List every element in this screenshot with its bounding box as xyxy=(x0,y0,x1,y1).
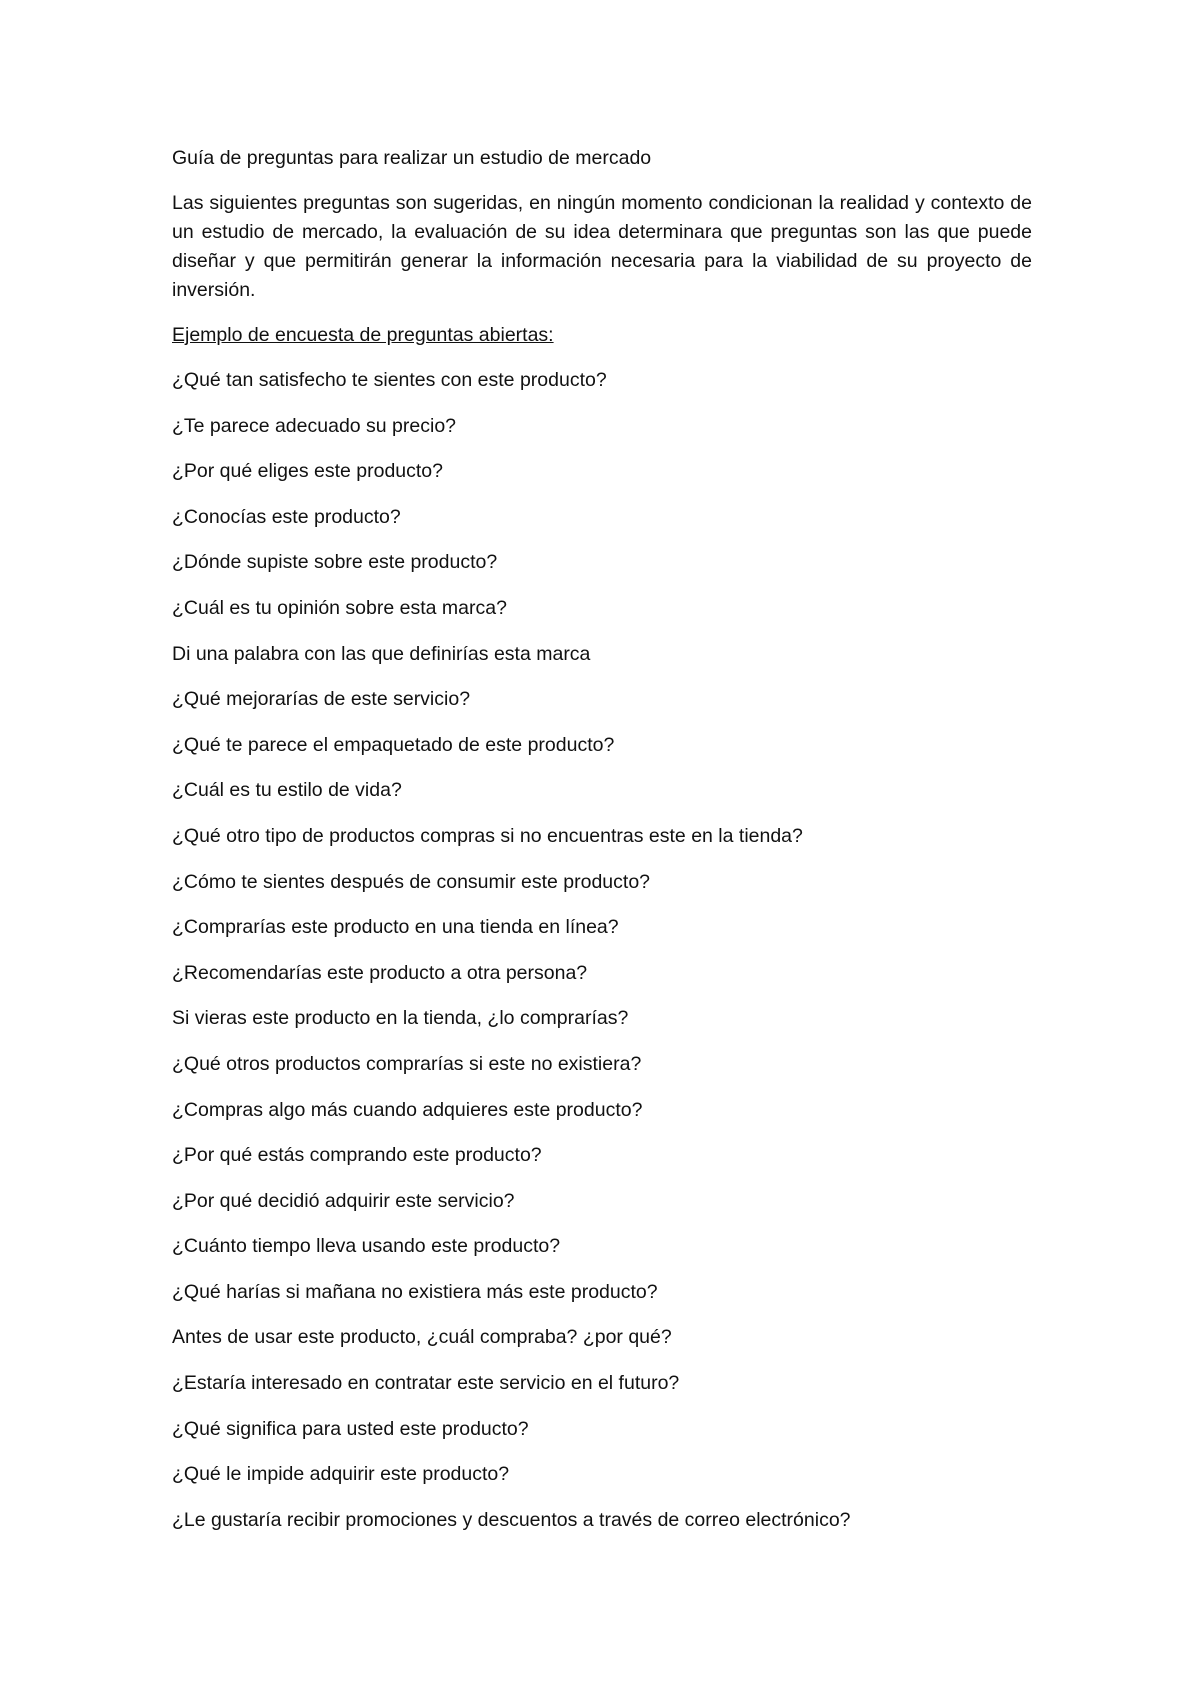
question-item: ¿Qué tan satisfecho te sientes con este producto? xyxy=(172,369,607,391)
question-item: ¿Estaría interesado en contratar este servicio en el futuro? xyxy=(172,1372,680,1395)
question-item: ¿Cómo te sientes después de consumir este producto? xyxy=(172,870,651,893)
question-item: ¿Recomendarías este producto a otra persona? xyxy=(172,961,588,984)
section-heading: Ejemplo de encuesta de preguntas abiertas: xyxy=(172,324,554,346)
question-item: ¿Qué te parece el empaquetado de este producto? xyxy=(172,733,615,756)
question-item: Antes de usar este producto, ¿cuál compraba? ¿por qué? xyxy=(172,1326,672,1349)
question-item: ¿Le gustaría recibir promociones y descuentos a través de correo electrónico? xyxy=(172,1508,851,1531)
question-item: ¿Cuál es tu estilo de vida? xyxy=(172,779,402,802)
question-item: Di una palabra con las que definirías esta marca xyxy=(172,642,591,665)
question-list xyxy=(172,366,1032,1551)
question-item: ¿Qué le impide adquirir este producto? xyxy=(172,1463,510,1486)
intro-paragraph: Las siguientes preguntas son sugeridas, en ningún momento condicionan la realidad y contexto de un estudio de mercado, la evaluación de su idea determinara que preguntas son las que puede diseñar y que permitirán generar la información necesaria para la viabilidad de su proyecto de inversión. xyxy=(172,192,1032,301)
question-item: ¿Por qué decidió adquirir este servicio? xyxy=(172,1189,515,1212)
question-item: ¿Cuál es tu opinión sobre esta marca? xyxy=(172,596,507,619)
document-body xyxy=(172,144,1032,1551)
question-item: ¿Qué mejorarías de este servicio? xyxy=(172,688,471,711)
question-item: ¿Conocías este producto? xyxy=(172,505,401,528)
question-item: ¿Dónde supiste sobre este producto? xyxy=(172,551,498,574)
question-item: ¿Cuánto tiempo lleva usando este producto? xyxy=(172,1235,561,1258)
question-item: ¿Qué otros productos comprarías si este no existiera? xyxy=(172,1052,642,1075)
question-item: ¿Compras algo más cuando adquieres este producto? xyxy=(172,1098,643,1121)
question-item: ¿Qué significa para usted este producto? xyxy=(172,1417,529,1440)
document-title: Guía de preguntas para realizar un estudio de mercado xyxy=(172,147,652,169)
question-item: ¿Por qué eliges este producto? xyxy=(172,460,444,483)
question-item: ¿Por qué estás comprando este producto? xyxy=(172,1144,542,1167)
question-item: ¿Qué harías si mañana no existiera más este producto? xyxy=(172,1280,658,1303)
question-item: ¿Comprarías este producto en una tienda en línea? xyxy=(172,916,619,939)
question-item: Si vieras este producto en la tienda, ¿lo comprarías? xyxy=(172,1007,629,1030)
question-item: ¿Qué otro tipo de productos compras si no encuentras este en la tienda? xyxy=(172,824,803,847)
question-item: ¿Te parece adecuado su precio? xyxy=(172,414,457,437)
